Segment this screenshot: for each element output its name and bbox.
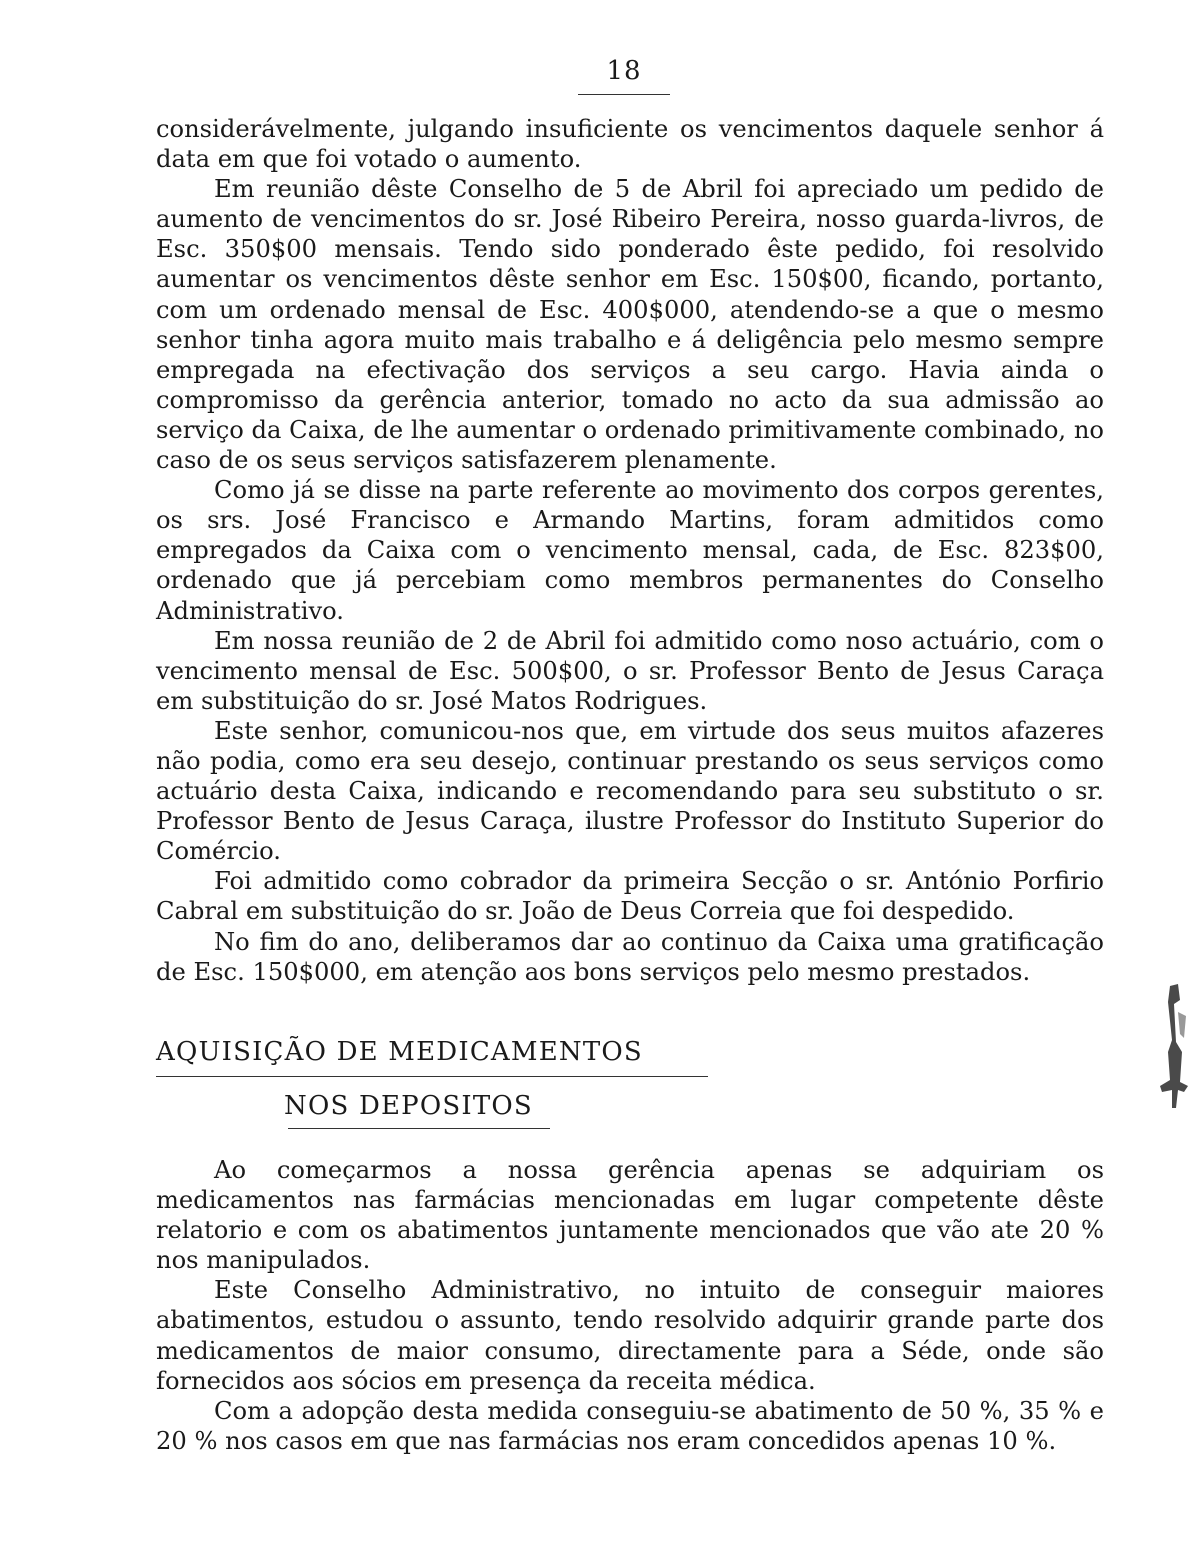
paragraph: No fim do ano, deliberamos dar ao continuo da Caixa uma gratificação de Esc. 150$000, em atenção aos bons serviços pelo mesmo prestados.: [156, 927, 1104, 986]
paragraph: Em nossa reunião de 2 de Abril foi admitido como noso actuário, com o vencimento mensal de Esc. 500$00, o sr. Professor Bento de Jesus Caraça em substituição do sr. José Matos Rodrigues.: [156, 626, 1104, 715]
body-text-bottom: [156, 1155, 1104, 1456]
paragraph: considerávelmente, julgando insuficiente os vencimentos daquele senhor á data em que foi votado o aumento.: [156, 115, 1104, 174]
body-text-top: [156, 114, 1104, 987]
page-number: 18: [606, 56, 642, 86]
paragraph: Este Conselho Administrativo, no intuito de conseguir maiores abatimentos, estudou o assunto, tendo resolvido adquirir grande parte dos medicamentos de maior consumo, directamente para a Séde, onde são fornecidos aos sócios em presença da receita médica.: [156, 1276, 1104, 1395]
paragraph: Foi admitido como cobrador da primeira Secção o sr. António Porfirio Cabral em substituição do sr. João de Deus Correia que foi despedido.: [156, 867, 1104, 926]
section-heading-underline-1: [156, 1076, 708, 1077]
paragraph: Como já se disse na parte referente ao movimento dos corpos gerentes, os srs. José Francisco e Armando Martins, foram admitidos como empregados da Caixa com o vencimento mensal, cada, de Esc. 823$00, ordenado que já percebiam como membros permanentes do Conselho Administrativo.: [156, 476, 1104, 625]
paragraph: Com a adopção desta medida conseguiu-se abatimento de 50 %, 35 % e 20 % nos casos em que nas farmácias nos eram concedidos apenas 10 %.: [156, 1396, 1104, 1455]
paragraph: Em reunião dêste Conselho de 5 de Abril foi apreciado um pedido de aumento de vencimentos do sr. José Ribeiro Pereira, nosso guarda-livros, de Esc. 350$00 mensais. Tendo sido ponderado êste pedido, foi resolvido aumentar os vencimentos dêste senhor em Esc. 150$00, ficando, portanto, com um ordenado mensal de Esc. 400$000, atendendo-se a que o mesmo senhor tinha agora muito mais trabalho e á deligência pelo mesmo sempre empregada na efectivação dos serviços a seu cargo. Havia ainda o compromisso da gerência anterior, tomado no acto da sua admissão ao serviço da Caixa, de lhe aumentar o ordenado primitivamente combinado, no caso de os seus serviços satisfazerem plenamente.: [156, 175, 1104, 475]
paragraph: Este senhor, comunicou-nos que, em virtude dos seus muitos afazeres não podia, como era seu desejo, continuar prestando os seus serviços como actuário desta Caixa, indicando e recomendando para seu substituto o sr. Professor Bento de Jesus Caraça, ilustre Professor do Instituto Superior do Comércio.: [156, 716, 1104, 866]
paragraph: Ao começarmos a nossa gerência apenas se adquiriam os medicamentos nas farmácias mencionadas em lugar competente dêste relatorio e com os abatimentos juntamente mencionados que vão ate 20 % nos manipulados.: [156, 1156, 1104, 1275]
page-number-underline: [578, 94, 670, 95]
section-heading-underline-2: [288, 1128, 550, 1129]
section-heading-line-2: NOS DEPOSITOS: [284, 1091, 533, 1121]
section-heading-line-1: AQUISIÇÃO DE MEDICAMENTOS: [156, 1037, 643, 1067]
binding-clip-mark: [1158, 982, 1192, 1110]
